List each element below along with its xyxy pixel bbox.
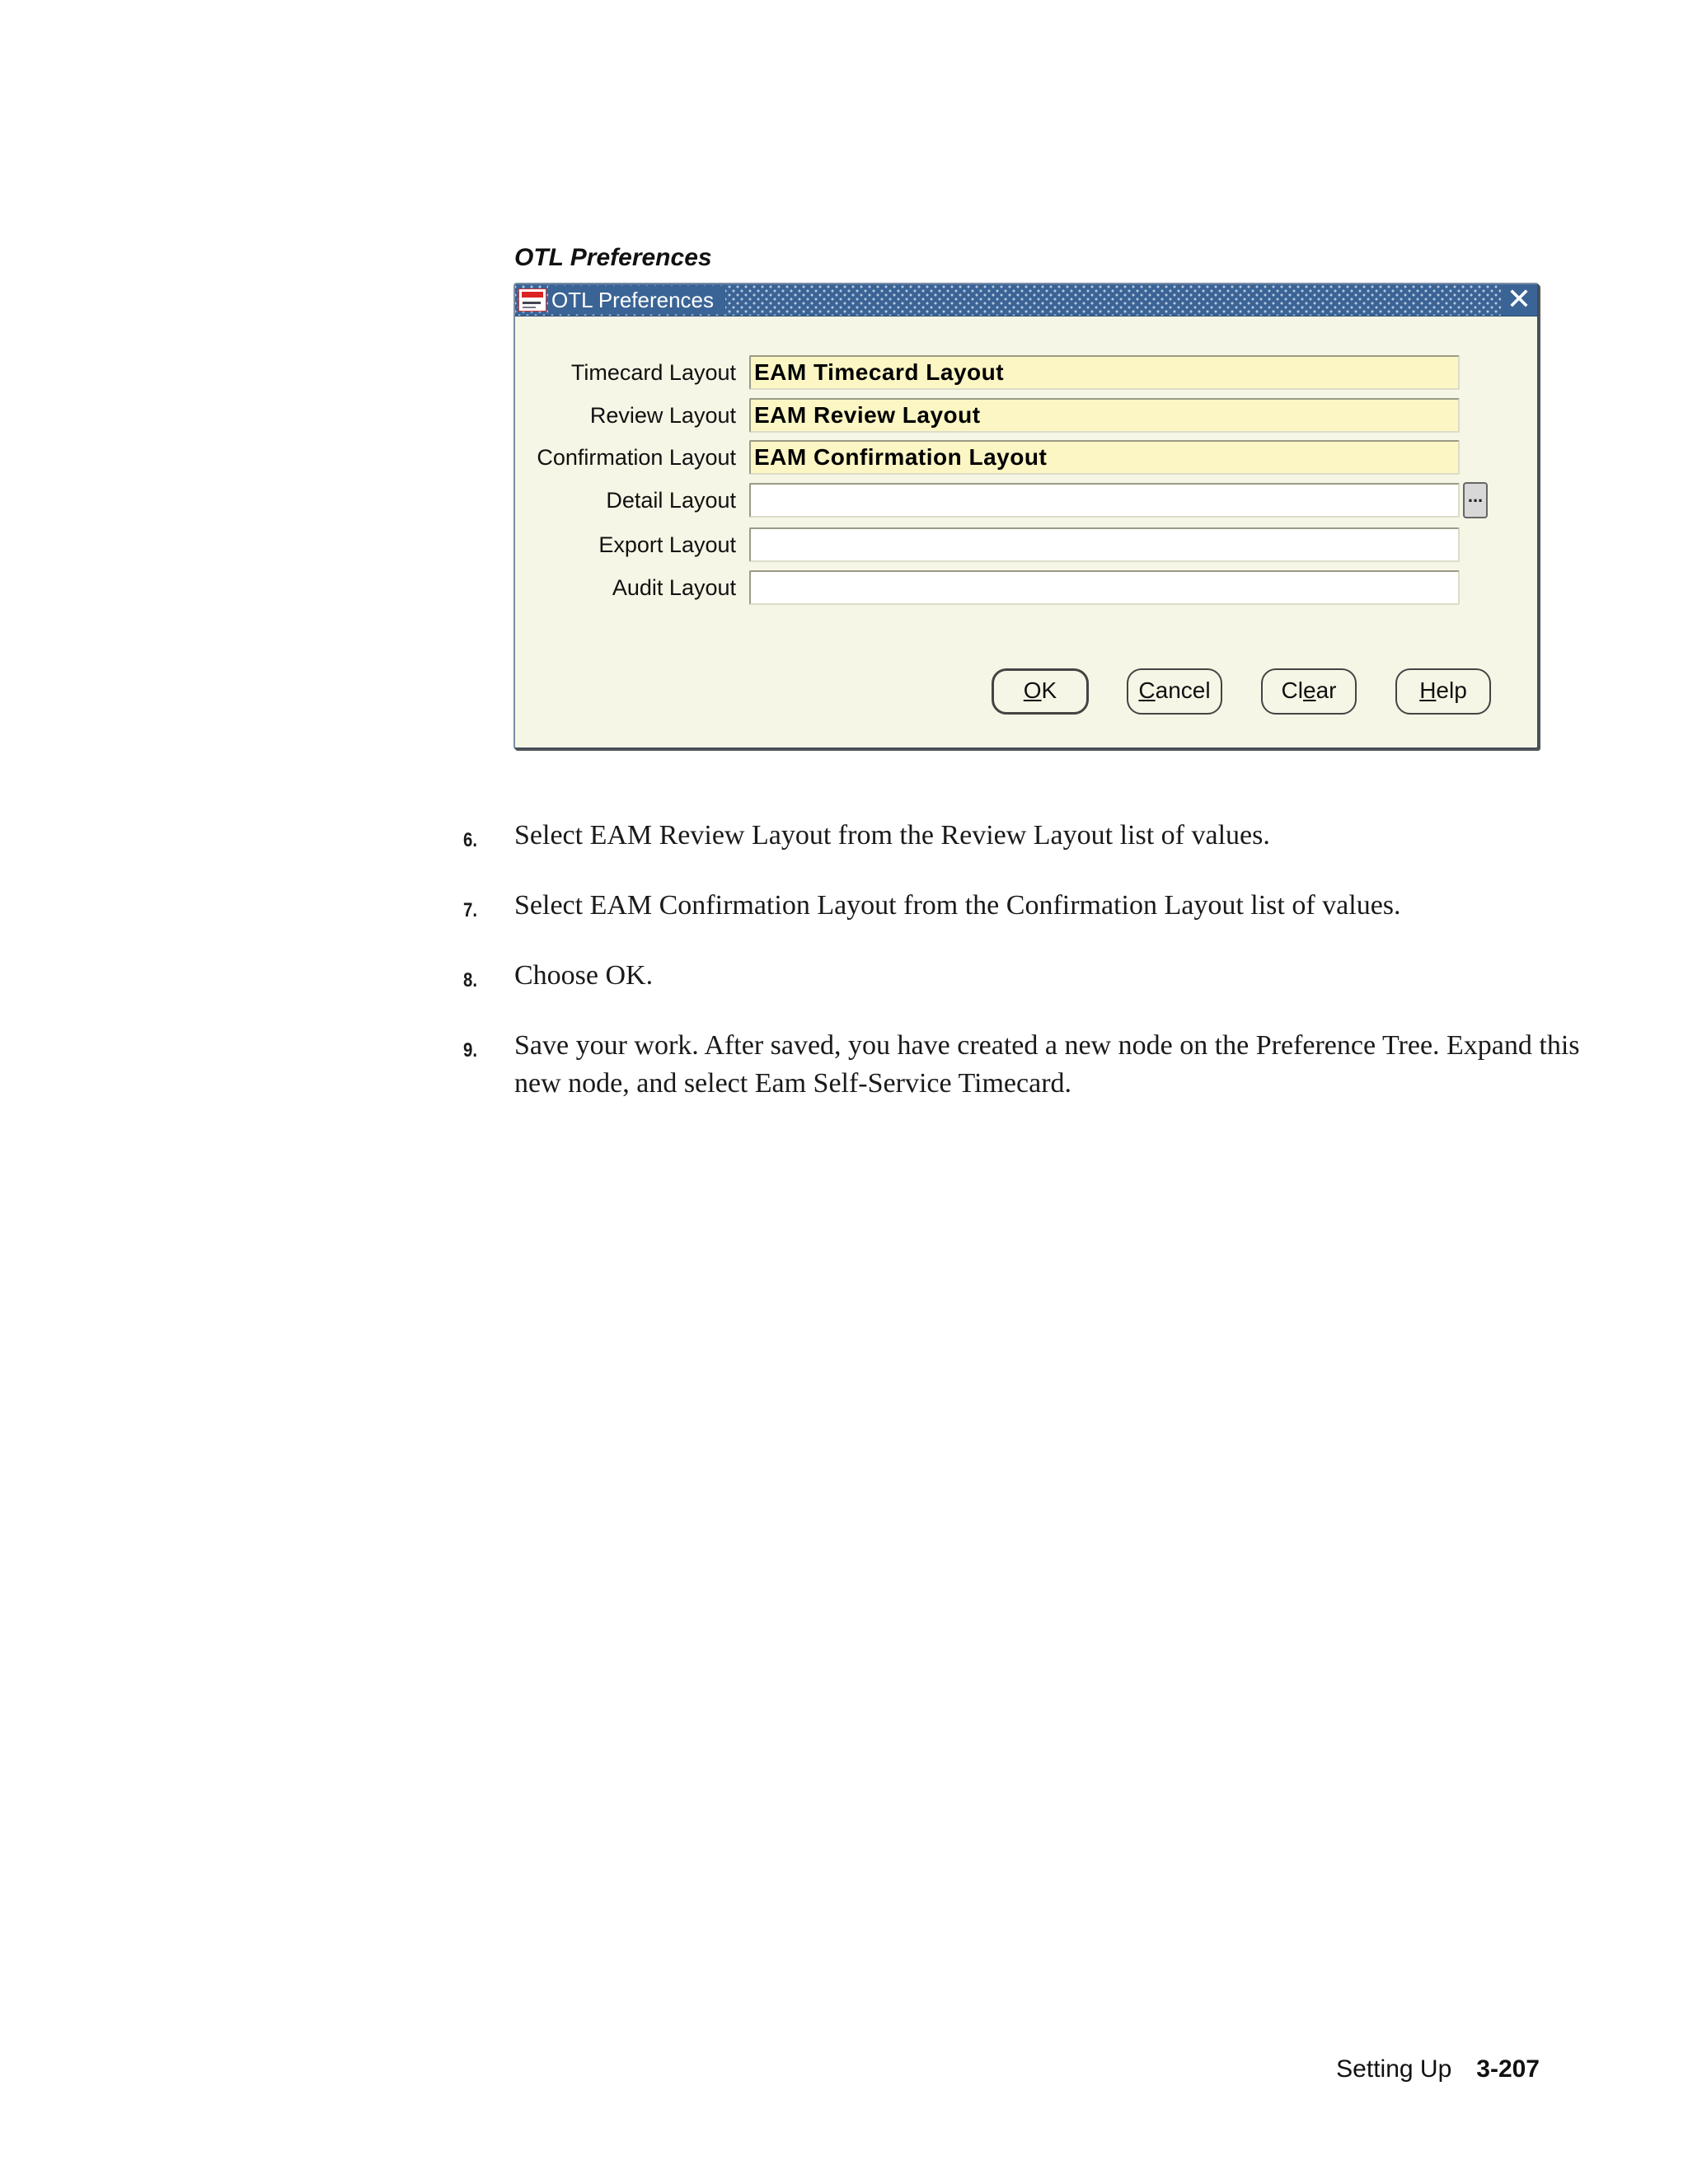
step-text: Select EAM Review Layout from the Review Layout list of values. bbox=[514, 820, 1270, 851]
list-of-values-button[interactable]: ... bbox=[1463, 482, 1488, 518]
help-button[interactable] bbox=[1395, 668, 1491, 715]
audit-layout-label: Audit Layout bbox=[612, 575, 736, 600]
figure-caption: OTL Preferences bbox=[514, 244, 712, 271]
page-footer bbox=[1336, 2055, 1540, 2083]
timecard-layout-label: Timecard Layout bbox=[570, 360, 736, 385]
cancel-label-rest: ancel bbox=[1155, 677, 1211, 703]
step-text: Choose OK. bbox=[514, 960, 654, 991]
ok-button[interactable] bbox=[992, 668, 1089, 715]
otl-preferences-window bbox=[513, 283, 1539, 749]
page-number: 3-207 bbox=[1476, 2055, 1540, 2083]
close-icon[interactable]: ✕ bbox=[1501, 284, 1537, 316]
audit-layout-field[interactable] bbox=[749, 570, 1460, 605]
ok-label-rest: K bbox=[1041, 677, 1057, 703]
step-text: Select EAM Confirmation Layout from the Confirmation Layout list of values. bbox=[514, 890, 1401, 921]
review-layout-label: Review Layout bbox=[589, 403, 736, 428]
clear-label-pre: Cl bbox=[1281, 677, 1303, 703]
step-text: Save your work. After saved, you have created a new node on the Preference Tree. Expand this new node, and select Eam Self-Service Timecard. bbox=[514, 1030, 1580, 1099]
step-number: 6. bbox=[463, 829, 478, 851]
export-layout-label: Export Layout bbox=[598, 532, 736, 557]
confirmation-layout-field[interactable]: EAM Confirmation Layout bbox=[749, 440, 1460, 475]
ok-mnemonic: O bbox=[1023, 677, 1042, 703]
cancel-button[interactable] bbox=[1127, 668, 1222, 715]
clear-label-rest: ar bbox=[1315, 677, 1337, 703]
review-layout-field[interactable]: EAM Review Layout bbox=[749, 398, 1460, 433]
step-number: 9. bbox=[463, 1039, 478, 1062]
confirmation-layout-label: Confirmation Layout bbox=[537, 445, 736, 470]
step-number: 7. bbox=[463, 899, 478, 921]
detail-layout-label: Detail Layout bbox=[606, 488, 736, 513]
clear-button[interactable] bbox=[1261, 668, 1357, 715]
help-label-rest: elp bbox=[1436, 677, 1467, 703]
help-mnemonic: H bbox=[1419, 677, 1437, 703]
timecard-layout-field[interactable]: EAM Timecard Layout bbox=[749, 355, 1460, 390]
clear-mnemonic: e bbox=[1302, 677, 1316, 703]
cancel-mnemonic: C bbox=[1138, 677, 1156, 703]
window-titlebar[interactable] bbox=[515, 284, 1537, 316]
oracle-logo-icon bbox=[518, 288, 546, 312]
footer-section: Setting Up bbox=[1336, 2055, 1452, 2083]
step-number: 8. bbox=[463, 969, 478, 991]
window-title: OTL Preferences bbox=[548, 286, 725, 314]
detail-layout-field[interactable] bbox=[749, 483, 1460, 518]
export-layout-field[interactable] bbox=[749, 527, 1460, 562]
